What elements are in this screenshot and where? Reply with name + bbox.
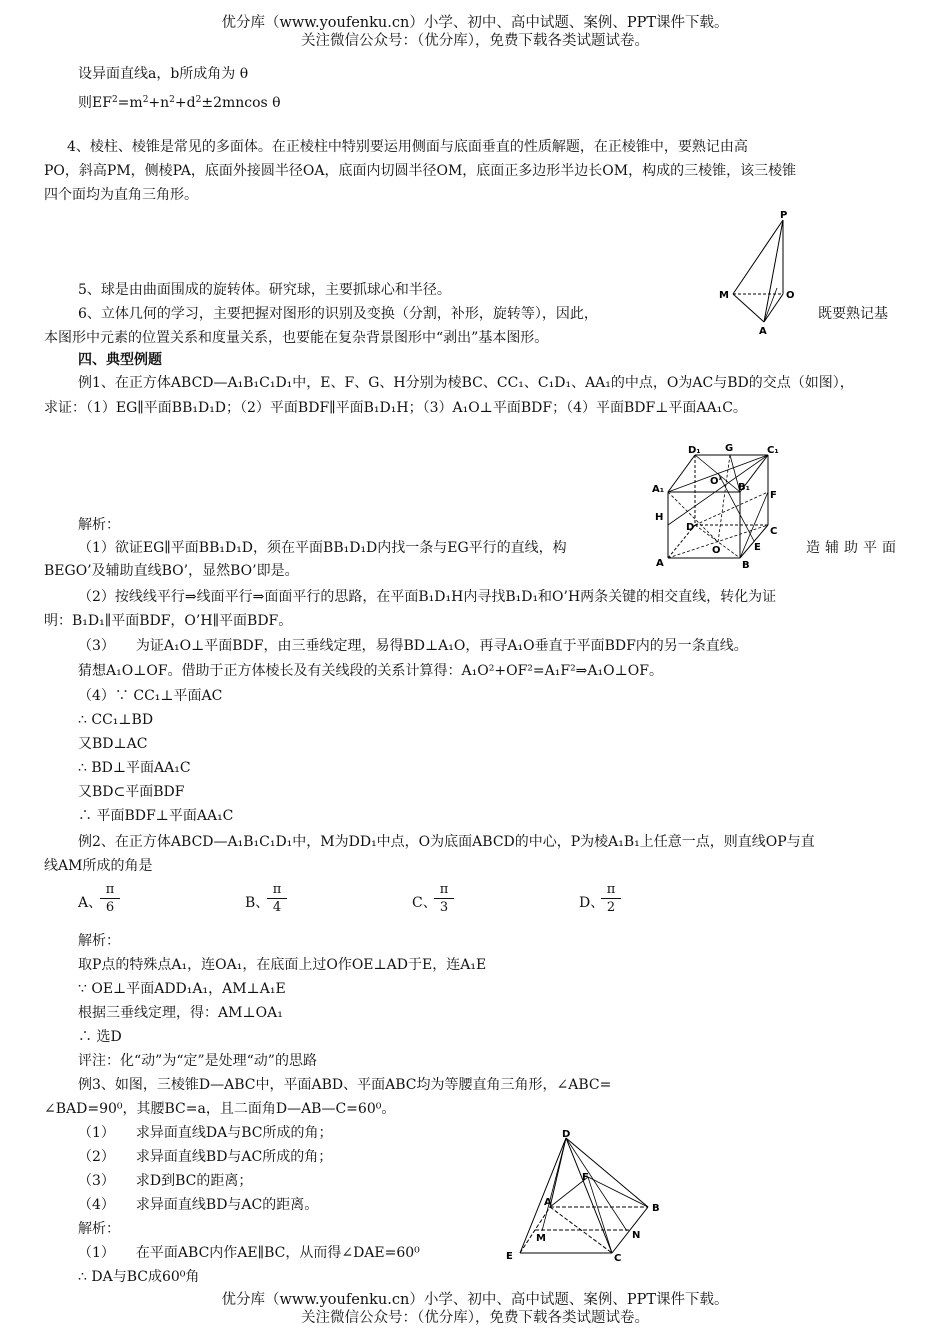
ex1-s4-line-4: ∴ BD⊥平面AA₁C <box>78 760 191 776</box>
option-d-fraction: $\frac{\pi}{2}$ <box>601 882 621 917</box>
header-line-1: 优分库（www.youfenku.cn）小学、初中、高中试题、案例、PPT课件下载。 <box>221 15 729 31</box>
label-N: N <box>632 1230 641 1241</box>
label-D: D <box>686 522 695 533</box>
label-F: F <box>582 1172 589 1183</box>
label-G: G <box>725 443 734 454</box>
p4-line-1: 4、棱柱、棱锥是常见的多面体。在正棱柱中特别要运用侧面与底面垂直的性质解题，在正棱锥中，要熟记由高 <box>67 139 748 155</box>
option-c-label: C、 <box>412 895 437 911</box>
option-c-fraction: $\frac{\pi}{3}$ <box>434 882 454 917</box>
footer-line-1: 优分库（www.youfenku.cn）小学、初中、高中试题、案例、PPT课件下载。 <box>221 1292 729 1308</box>
label-A: A <box>544 1197 552 1208</box>
label-O: O <box>786 290 795 301</box>
ex1-s2b: 明：B₁D₁∥平面BDF，O’H∥平面BDF。 <box>44 613 293 629</box>
label-H: H <box>655 512 664 523</box>
top-line-1: 设异面直线a，b所成角为 θ <box>78 66 249 82</box>
ex3-item-1: （1） 求异面直线DA与BC所成的角； <box>78 1125 333 1141</box>
option-b-fraction: $\frac{\pi}{4}$ <box>267 882 287 917</box>
pyramid-figure <box>715 208 805 338</box>
p4-line-2: PO，斜高PM，侧棱PA，底面外接圆半径OA，底面内切圆半径OM，底面正多边形半边长OM，构成的三棱锥，该三棱锥 <box>44 163 797 179</box>
ex1-s4-line-5: 又BD⊂平面BDF <box>78 784 185 800</box>
ex2-jiexi: 解析： <box>78 933 120 949</box>
ex3-item-3: （3） 求D到BC的距离； <box>78 1173 253 1189</box>
ex1-jiexi: 解析： <box>78 517 120 533</box>
label-M: M <box>536 1233 546 1244</box>
ex1-s1a: （1）欲证EG∥平面BB₁D₁D，须在平面BB₁D₁D内找一条与EG平行的直线，构 <box>78 540 567 556</box>
footer-line-2: 关注微信公众号：（优分库），免费下载各类试题试卷。 <box>301 1310 649 1326</box>
p6-line-2: 本图形中元素的位置关系和度量关系，也要能在复杂背景图形中“剥出”基本图形。 <box>44 330 549 346</box>
option-a-label: A、 <box>78 895 103 911</box>
ex1-s4-line-6: ∴ 平面BDF⊥平面AA₁C <box>78 808 234 824</box>
ex1-line-1: 例1、在正方体ABCD—A₁B₁C₁D₁中，E、F、G、H分别为棱BC、CC₁、C₁D₁、AA₁的中点，O为AC与BD的交点（如图）， <box>78 375 854 391</box>
label-M: M <box>719 290 729 301</box>
ex3-line-2: ∠BAD=90⁰，其腰BC=a，且二面角D—AB—C=60⁰。 <box>44 1101 396 1117</box>
top-line-2: 则$EF^2=m^2+n^2+d^2\pm 2mncos$ θ <box>78 95 281 111</box>
p5-line: 5、球是由曲面围成的旋转体。研究球，主要抓球心和半径。 <box>78 282 451 298</box>
ex2-line-c: 根据三垂线定理，得：AM⊥OA₁ <box>78 1005 283 1021</box>
ex2-line-e: 评注：化“动”为“定”是处理“动”的思路 <box>78 1053 317 1069</box>
label-O1: O’ <box>710 476 723 487</box>
label-F: F <box>770 490 777 501</box>
label-D: D <box>562 1129 571 1140</box>
label-C: C <box>614 1253 622 1264</box>
label-B1: B₁ <box>738 482 751 493</box>
ex2-line-b: ∵ OE⊥平面ADD₁A₁，AM⊥A₁E <box>78 981 286 997</box>
option-b-label: B、 <box>245 895 270 911</box>
ex1-s4-line-2: ∴ CC₁⊥BD <box>78 712 154 728</box>
label-C: C <box>770 526 778 537</box>
p4-line-3: 四个面均为直角三角形。 <box>44 187 198 203</box>
ex1-line-2: 求证：（1）EG∥平面BB₁D₁D；（2）平面BDF∥平面B₁D₁H；（3）A₁O⊥平面BDF；（4）平面BDF⊥平面AA₁C。 <box>44 400 747 416</box>
ex3-item-2: （2） 求异面直线BD与AC所成的角； <box>78 1149 333 1165</box>
ex3-s1: （1） 在平面ABC内作AE∥BC，从而得∠DAE=60⁰ <box>78 1245 420 1261</box>
label-E: E <box>506 1251 513 1262</box>
ex2-line-2: 线AM所成的角是 <box>44 858 153 874</box>
label-B: B <box>742 560 750 571</box>
p6-line-1b: 既要熟记基 <box>818 306 888 322</box>
label-A1: A₁ <box>652 484 665 495</box>
option-a-fraction: $\frac{\pi}{6}$ <box>100 882 120 917</box>
label-O: O <box>712 545 721 556</box>
ex1-s3b: 猜想A₁O⊥OF。借助于正方体棱长及有关线段的关系计算得：A₁O²+OF²=A₁F²⇒A₁O⊥OF。 <box>78 663 663 679</box>
ex2-line-1: 例2、在正方体ABCD—A₁B₁C₁D₁中，M为DD₁中点，O为底面ABCD的中心，P为棱A₁B₁上任意一点，则直线OP与直 <box>78 834 815 850</box>
p6-line-1a: 6、立体几何的学习，主要把握对图形的识别及变换（分割，补形，旋转等），因此， <box>78 306 598 322</box>
ex3-item-4: （4） 求异面直线BD与AC的距离。 <box>78 1197 319 1213</box>
ex1-s1c: BEGO’及辅助直线BO’，显然BO’即是。 <box>44 563 299 579</box>
cube-figure <box>650 440 790 575</box>
ex1-s2a: （2）按线线平行⇒线面平行⇒面面平行的思路，在平面B₁D₁H内寻找B₁D₁和O’H两条关键的相交直线，转化为证 <box>78 589 777 605</box>
ex2-line-d: ∴ 选D <box>78 1029 122 1045</box>
ex1-s4-line-3: 又BD⊥AC <box>78 736 148 752</box>
ex1-s4-line-1: （4）∵ CC₁⊥平面AC <box>78 688 223 704</box>
label-P: P <box>780 210 788 221</box>
ex1-s3a: （3） 为证A₁O⊥平面BDF，由三垂线定理，易得BD⊥A₁O，再寻A₁O垂直于平面BDF内的另一条直线。 <box>78 638 748 654</box>
header-line-2: 关注微信公众号：（优分库），免费下载各类试题试卷。 <box>301 33 649 49</box>
label-A: A <box>759 326 767 337</box>
option-d-label: D、 <box>579 895 605 911</box>
ex3-line-1: 例3、如图，三棱锥D—ABC中，平面ABD、平面ABC均为等腰直角三角形，∠ABC= <box>78 1077 612 1093</box>
label-D1: D₁ <box>688 445 701 456</box>
ex3-s2: ∴ DA与BC成60⁰角 <box>78 1269 200 1285</box>
label-E: E <box>754 542 761 553</box>
section-4-heading: 四、典型例题 <box>78 352 162 368</box>
label-A: A <box>656 558 664 569</box>
ex2-line-a: 取P点的特殊点A₁，连OA₁，在底面上过O作OE⊥AD于E，连A₁E <box>78 957 487 973</box>
tetrahedron-figure <box>500 1125 675 1265</box>
ex1-s1b: 造辅助平面 <box>806 540 901 556</box>
label-B: B <box>652 1203 660 1214</box>
ex3-jiexi: 解析： <box>78 1221 120 1237</box>
label-C1: C₁ <box>767 445 779 456</box>
